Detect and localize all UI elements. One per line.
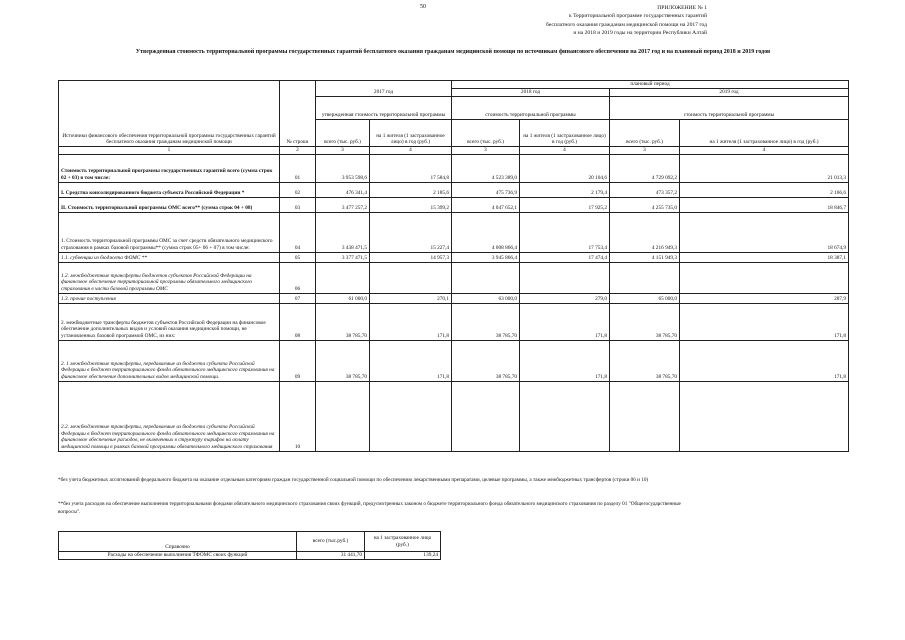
- appendix-line: бесплатного оказания гражданам медицинской помощи на 2017 год: [545, 21, 707, 28]
- header-per-person-2019: на 1 жителя (1 застрахованное лицо) в год (руб.): [680, 120, 849, 147]
- reference-table: [58, 531, 441, 560]
- index-cell: 3: [452, 147, 520, 155]
- header-per-person-2017: на 1 жителя (1 застрахованное лицо) в год (руб.): [370, 120, 452, 147]
- row-number: 09: [280, 340, 316, 381]
- value-cell: [370, 381, 452, 451]
- value-cell: [316, 381, 370, 451]
- value-cell: 4 216 949,3: [610, 212, 680, 252]
- value-cell: [520, 262, 610, 293]
- appendix-label: ПРИЛОЖЕНИЕ № 1: [657, 5, 707, 11]
- value-cell: 14 957,3: [370, 252, 452, 262]
- header-cost-2018: стоимость территориальной программы: [452, 97, 610, 120]
- value-cell: 473 357,2: [610, 182, 680, 197]
- value-cell: 4 008 866,4: [452, 212, 520, 252]
- value-cell: 38 785,70: [610, 303, 680, 340]
- appendix-header: [487, 4, 707, 37]
- index-cell: 4: [370, 147, 452, 155]
- row-number: 06: [280, 262, 316, 293]
- value-cell: [370, 262, 452, 293]
- value-cell: 287,9: [680, 293, 849, 303]
- value-cell: 475 736,9: [452, 182, 520, 197]
- value-cell: [680, 262, 849, 293]
- value-cell: 17 584,8: [370, 154, 452, 182]
- value-cell: 17 474,4: [520, 252, 610, 262]
- value-cell: 4 523 389,0: [452, 154, 520, 182]
- value-cell: 171,8: [680, 340, 849, 381]
- header-total-2018: всего (тыс. руб.): [452, 120, 520, 147]
- value-cell: 17 753,4: [520, 212, 610, 252]
- value-cell: 3 953 598,6: [316, 154, 370, 182]
- reference-row-label: Расходы на обеспечение выполнения ТФОМС своих функций: [59, 552, 297, 560]
- header-row-no: № строки: [280, 81, 316, 147]
- reference-header-total: всего (тыс.руб.): [297, 532, 365, 552]
- value-cell: 15 227,4: [370, 212, 452, 252]
- value-cell: [452, 262, 520, 293]
- value-cell: 4 151 949,3: [610, 252, 680, 262]
- table-row: [59, 340, 849, 381]
- value-cell: 63 000,0: [452, 293, 520, 303]
- table-row: [59, 182, 849, 197]
- footnote-oms: **без учета расходов на обеспечение выполнения территориальными фондами обязательного медицинского страхования своих функций, предусмотренных законом о бюджете территориального фонда обязательного медицинского страхования по разделу 01 "Общегосударственные вопросы".: [58, 501, 681, 515]
- value-cell: 61 000,0: [316, 293, 370, 303]
- row-label: 1.3. прочие поступления: [59, 293, 280, 303]
- value-cell: [520, 381, 610, 451]
- value-cell: 21 013,3: [680, 154, 849, 182]
- row-label: 1.1. субвенции из бюджета ФОМС **: [59, 252, 280, 262]
- value-cell: 38 785,70: [452, 303, 520, 340]
- value-cell: 171,8: [680, 303, 849, 340]
- index-cell: 3: [610, 147, 680, 155]
- row-number: 10: [280, 381, 316, 451]
- index-cell: 3: [316, 147, 370, 155]
- value-cell: [610, 262, 680, 293]
- value-cell: 18 846,7: [680, 197, 849, 212]
- value-cell: 3 438 471,5: [316, 212, 370, 252]
- header-year-2017: 2017 год: [316, 81, 452, 97]
- appendix-line: и на 2018 и 2019 годы на территории Республики Алтай: [573, 29, 707, 36]
- table-row: [59, 197, 849, 212]
- index-cell: 4: [680, 147, 849, 155]
- value-cell: 3 477 257,2: [316, 197, 370, 212]
- reference-header-label: Справочно: [59, 532, 297, 552]
- value-cell: 171,8: [370, 340, 452, 381]
- cost-table: [58, 80, 849, 452]
- reference-row-per-person: 139,24: [365, 552, 441, 560]
- row-label: 2. 1 межбюджетные трансферты, передаваемые из бюджета субъекта Российской Федерации в бюджет территориального фонда обязательного медицинского страхования на финансовое обеспечение дополнительных видов медицинской помощи.: [59, 340, 280, 381]
- table-row: [59, 154, 849, 182]
- row-number: 08: [280, 303, 316, 340]
- header-year-2018: 2018 год: [452, 89, 610, 97]
- value-cell: 476 341,4: [316, 182, 370, 197]
- value-cell: 3 945 866,4: [452, 252, 520, 262]
- row-number: 05: [280, 252, 316, 262]
- value-cell: 2 185,6: [370, 182, 452, 197]
- value-cell: 4 047 652,1: [452, 197, 520, 212]
- value-cell: 270,1: [370, 293, 452, 303]
- table-row: [59, 381, 849, 451]
- header-total-2017: всего (тыс. руб.): [316, 120, 370, 147]
- value-cell: 17 925,2: [520, 197, 610, 212]
- value-cell: 171,8: [520, 303, 610, 340]
- value-cell: 65 000,0: [610, 293, 680, 303]
- row-number: 04: [280, 212, 316, 252]
- value-cell: 171,8: [520, 340, 610, 381]
- table-row: [59, 293, 849, 303]
- table-row: [59, 262, 849, 293]
- header-total-2019: всего (тыс. руб.): [610, 120, 680, 147]
- value-cell: 38 785,70: [452, 340, 520, 381]
- value-cell: 3 377 471,5: [316, 252, 370, 262]
- appendix-line: к Территориальной программе государственных гарантий: [568, 13, 707, 20]
- header-source: Источники финансового обеспечения территориальной программы государственных гарантий бесплатного оказания гражданам медицинской помощи: [59, 81, 280, 147]
- table-row: [59, 212, 849, 252]
- index-row: [59, 147, 849, 155]
- row-label: Стоимость территориальной программы государственных гарантий всего (сумма строк 02 + 03) в том числе:: [59, 154, 280, 182]
- value-cell: [610, 381, 680, 451]
- value-cell: 4 255 735,0: [610, 197, 680, 212]
- value-cell: 2 179,4: [520, 182, 610, 197]
- index-cell: 4: [520, 147, 610, 155]
- reference-row-total: 31 441,70: [297, 552, 365, 560]
- header-year-2019: 2019 год: [610, 89, 849, 97]
- index-cell: 2: [280, 147, 316, 155]
- page-number: 50: [420, 4, 426, 10]
- header-approved-cost: утвержденная стоимость территориальной программы: [316, 97, 452, 120]
- index-cell: 1: [59, 147, 280, 155]
- value-cell: [680, 381, 849, 451]
- row-label: I. Средства консолидированного бюджета субъекта Российской Федерации *: [59, 182, 280, 197]
- value-cell: 4 729 092,2: [610, 154, 680, 182]
- value-cell: 18 674,9: [680, 212, 849, 252]
- value-cell: 20 104,6: [520, 154, 610, 182]
- value-cell: 38 785,70: [610, 340, 680, 381]
- row-label: 2. межбюджетные трансферты бюджетов субъектов Российской Федерации на финансовое обеспечение дополнительных видов и условий оказания медицинской помощи, не установленных базовой программой ОМС, из них:: [59, 303, 280, 340]
- reference-header-per-person: на 1 застрахованное лицо (руб.): [365, 532, 441, 552]
- value-cell: [316, 262, 370, 293]
- table-row: [59, 303, 849, 340]
- value-cell: 18 387,1: [680, 252, 849, 262]
- header-per-person-2018: на 1 жителя (1 застрахованное лицо) в год (руб.): [520, 120, 610, 147]
- value-cell: 2 166,6: [680, 182, 849, 197]
- row-number: 03: [280, 197, 316, 212]
- value-cell: [452, 381, 520, 451]
- value-cell: 279,0: [520, 293, 610, 303]
- row-number: 07: [280, 293, 316, 303]
- value-cell: 38 785,70: [316, 303, 370, 340]
- value-cell: 38 785,70: [316, 340, 370, 381]
- header-cost-2019: стоимость территориальной программы: [610, 97, 849, 120]
- row-label: 1.2. межбюджетные трансферты бюджетов субъектов Российской Федерации на финансовое обеспечение территориальной программы обязательного медицинского страхования в части базовой программы ОМС: [59, 262, 280, 293]
- row-number: 01: [280, 154, 316, 182]
- row-label: 1. Стоимость территориальной программы ОМС за счет средств обязательного медицинского страхования в рамках базовой программы** (сумма строк 05+ 06 + 07) в том числе:: [59, 212, 280, 252]
- row-label: II. Стоимость территориальной программы ОМС всего** (сумма строк 04 + 08): [59, 197, 280, 212]
- table-row: [59, 252, 849, 262]
- document-title: Утвержденная стоимость территориальной программы государственных гарантий бесплатного оказания гражданам медицинской помощи по источникам финансового обеспечения на 2017 год и на плановый период 2018 и 2019 годов: [135, 49, 771, 55]
- row-number: 02: [280, 182, 316, 197]
- row-label: 2.2. межбюджетные трансферты, передаваемые из бюджета субъекта Российской Федерации в бюджет территориального фонда обязательного медицинского страхования на финансовое обеспечение расходов, не включенных в структуру тарифов на оплату медицинской помощи в рамках базовой программы обязательного медицинского страхования: [59, 381, 280, 451]
- value-cell: 171,8: [370, 303, 452, 340]
- header-planned-period: плановый период: [452, 81, 849, 89]
- footnote-budget: *без учета бюджетных ассигнований федерального бюджета на оказание отдельным категориям граждан государственной социальной помощи по обеспечению лекарственными препаратами, целевые программы, а также межбюджетных трансфертов (строки 06 и 10): [58, 477, 649, 483]
- value-cell: 15 399,2: [370, 197, 452, 212]
